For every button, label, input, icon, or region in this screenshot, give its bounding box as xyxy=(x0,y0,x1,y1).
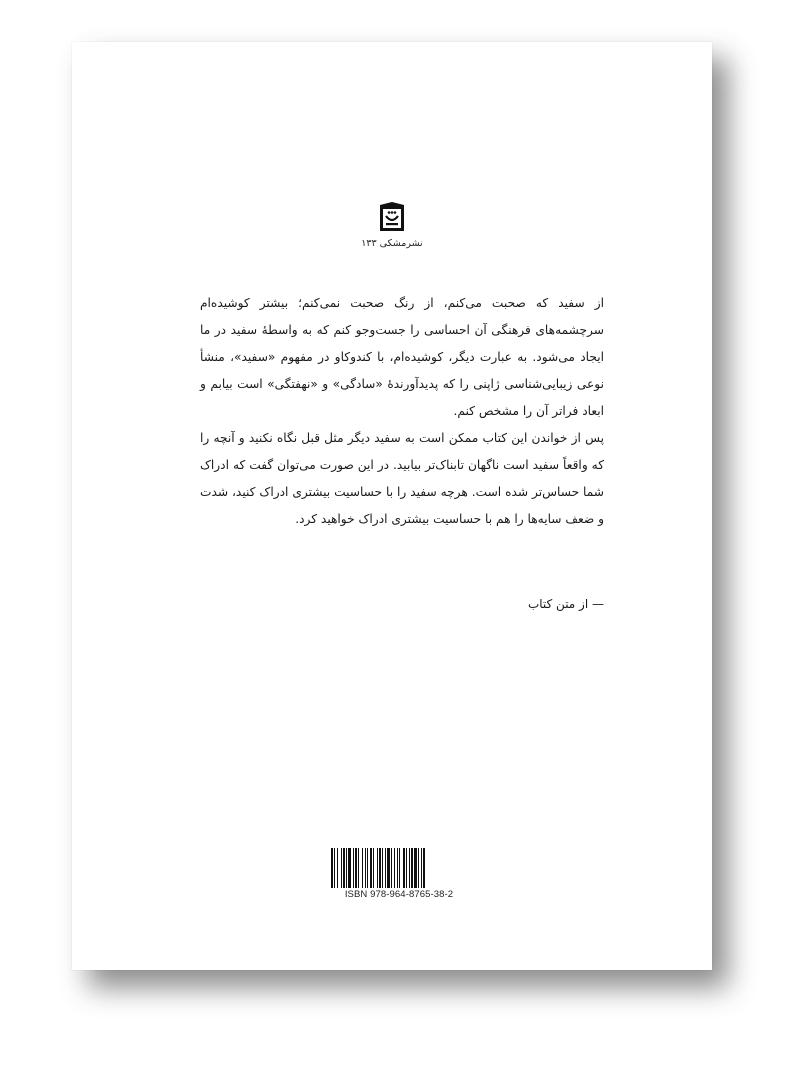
isbn-number: ISBN 978-964-8765-38-2 xyxy=(344,889,454,900)
book-back-cover xyxy=(72,42,712,970)
back-cover-blurb xyxy=(200,290,604,533)
blurb-paragraph-1: از سفید که صحبت می‌کنم، از رنگ صحبت نمی‌کنم؛ بیشتر کوشیده‌ام سرچشمه‌های فرهنگی آن احساسی را جست‌وجو کنم که به واسطهٔ سفید در ما ایجاد می‌شود. به عبارت دیگر، کوشیده‌ام، با کندوکاو در مفهوم «سفید»، منشأ نوعی زیبایی‌شناسی ژاپنی را که پدیدآورندهٔ «سادگی» و «نهفتگی» است بیابم و ابعاد فراتر آن را مشخص کنم. xyxy=(200,296,604,418)
publisher-mark xyxy=(72,202,712,249)
blurb-paragraph-2: پس از خواندن این کتاب ممکن است به سفید دیگر مثل قبل نگاه نکنید و آنچه را که واقعاً سفید است ناگهان تابناک‌تر بیابید. در این صورت می‌توان گفت که ادراک شما حساس‌تر شده است. هرچه سفید را با حساسیت بیشتری ادراک کنید، شدت و ضعف سایه‌ها را هم با حساسیت بیشتری ادراک خواهید کرد. xyxy=(200,431,604,526)
blurb-source: — از متن کتاب xyxy=(527,597,604,611)
barcode-icon xyxy=(330,848,468,888)
isbn-barcode xyxy=(329,848,469,900)
publisher-series-label: نشرمشکی ۱۳۳ xyxy=(361,238,423,249)
publisher-emblem-icon xyxy=(379,202,405,232)
